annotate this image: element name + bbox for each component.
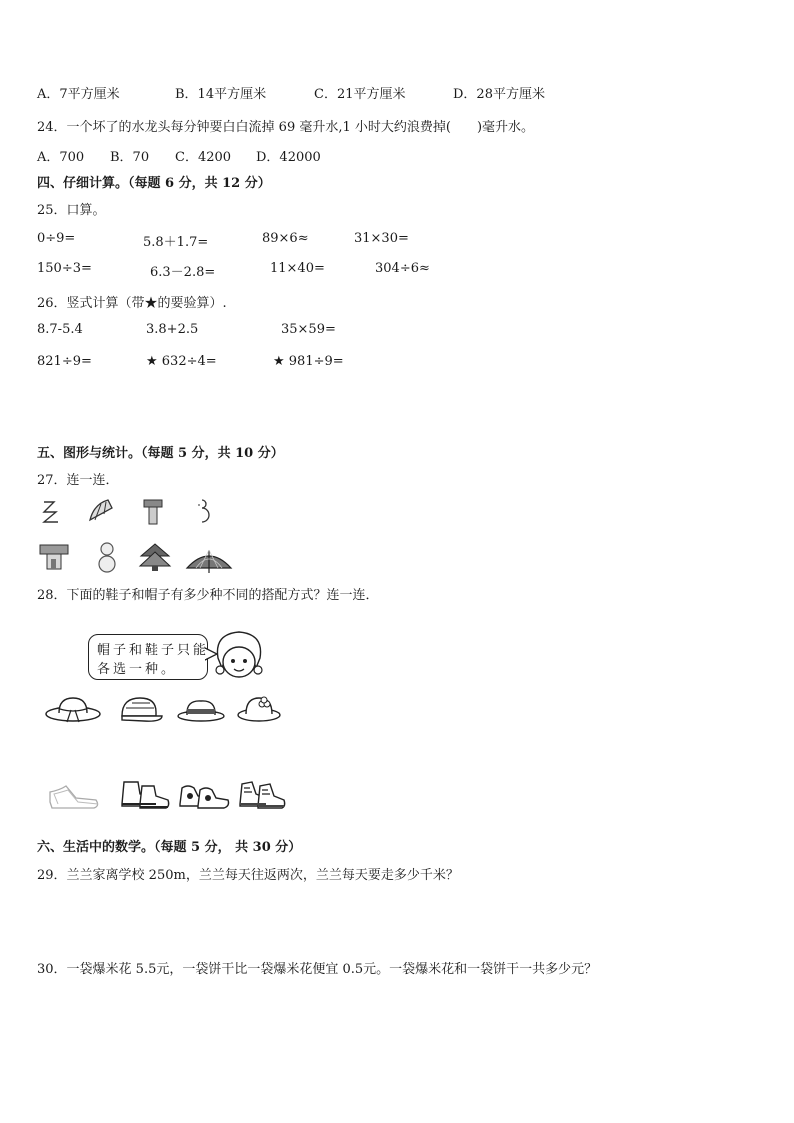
snowman-side-view-figure[interactable] (190, 497, 214, 527)
boots-icon[interactable] (116, 776, 172, 812)
sneakers-icon[interactable] (46, 782, 102, 812)
q24-option-a: A．700 (37, 150, 85, 165)
q26-r1-c1: 8.7-5.4 (37, 322, 83, 337)
q26-r1-c3: 35×59= (281, 322, 336, 337)
speech-bubble-line1: 帽子和鞋子只能 (97, 643, 210, 658)
q23-option-c: C．21平方厘米 (314, 87, 406, 102)
girl-avatar-icon (212, 628, 266, 686)
umbrella-object-figure[interactable] (184, 544, 234, 574)
q24-option-b: B．70 (110, 150, 150, 165)
section6-heading: 六、生活中的数学。（每题 5 分， 共 30 分） (37, 840, 302, 855)
q25-r1-c4: 31×30= (354, 231, 409, 246)
hiking-shoes-icon[interactable] (176, 778, 232, 812)
speech-bubble-text (97, 641, 209, 679)
q23-option-a: A．7平方厘米 (37, 87, 120, 102)
q24-option-c: C．4200 (175, 150, 232, 165)
speech-bubble-line2: 各选一种。 (97, 662, 178, 677)
sun-hat-icon[interactable] (44, 694, 102, 724)
baseball-cap-icon[interactable] (116, 694, 166, 724)
q24-stem: 24．一个坏了的水龙头每分钟要白白流掉 69 毫升水,1 小时大约浪费掉( )毫升水。 (37, 120, 535, 135)
q25-r2-c3: 11×40= (270, 261, 325, 276)
q26-stem: 26．竖式计算（带★的要验算）. (37, 296, 227, 311)
q26-r1-c2: 3.8+2.5 (146, 322, 199, 337)
house-object-figure[interactable] (36, 540, 72, 572)
q26-r2-c2: ★ 632÷4= (146, 354, 217, 369)
q28-stem: 28．下面的鞋子和帽子有多少种不同的搭配方式？连一连． (37, 588, 379, 603)
q25-stem: 25．口算。 (37, 203, 106, 218)
section5-heading: 五、图形与统计。（每题 5 分，共 10 分） (37, 446, 284, 461)
tree-object-figure[interactable] (138, 542, 172, 572)
q25-r2-c4: 304÷6≈ (375, 261, 430, 276)
umbrella-side-view-figure[interactable] (86, 498, 116, 526)
q30-stem: 30．一袋爆米花 5.5元，一袋饼干比一袋爆米花便宜 0.5元。一袋爆米花和一袋饼干一共多少元？ (37, 962, 598, 977)
high-top-sneakers-icon[interactable] (236, 776, 288, 812)
fedora-hat-icon[interactable] (176, 696, 226, 724)
q25-r1-c3: 89×6≈ (262, 231, 309, 246)
q23-option-b: B．14平方厘米 (175, 87, 267, 102)
q29-stem: 29．兰兰家离学校 250m，兰兰每天往返两次，兰兰每天要走多少千米？ (37, 868, 459, 883)
house-side-view-figure[interactable] (140, 497, 166, 527)
snowman-object-figure[interactable] (94, 540, 120, 574)
q25-r1-c1: 0÷9= (37, 231, 76, 246)
q25-r2-c2: 6.3－2.8= (150, 265, 216, 280)
q25-r1-c2: 5.8＋1.7= (143, 235, 209, 250)
zigzag-view-figure[interactable] (36, 498, 66, 526)
q27-stem: 27．连一连． (37, 473, 119, 488)
q23-option-d: D．28平方厘米 (453, 87, 545, 102)
q25-r2-c1: 150÷3= (37, 261, 92, 276)
q24-option-d: D．42000 (256, 150, 321, 165)
section4-heading: 四、仔细计算。（每题 6 分，共 12 分） (37, 176, 271, 191)
q26-r2-c3: ★ 981÷9= (273, 354, 344, 369)
q26-r2-c1: 821÷9= (37, 354, 92, 369)
flower-hat-icon[interactable] (236, 692, 282, 724)
